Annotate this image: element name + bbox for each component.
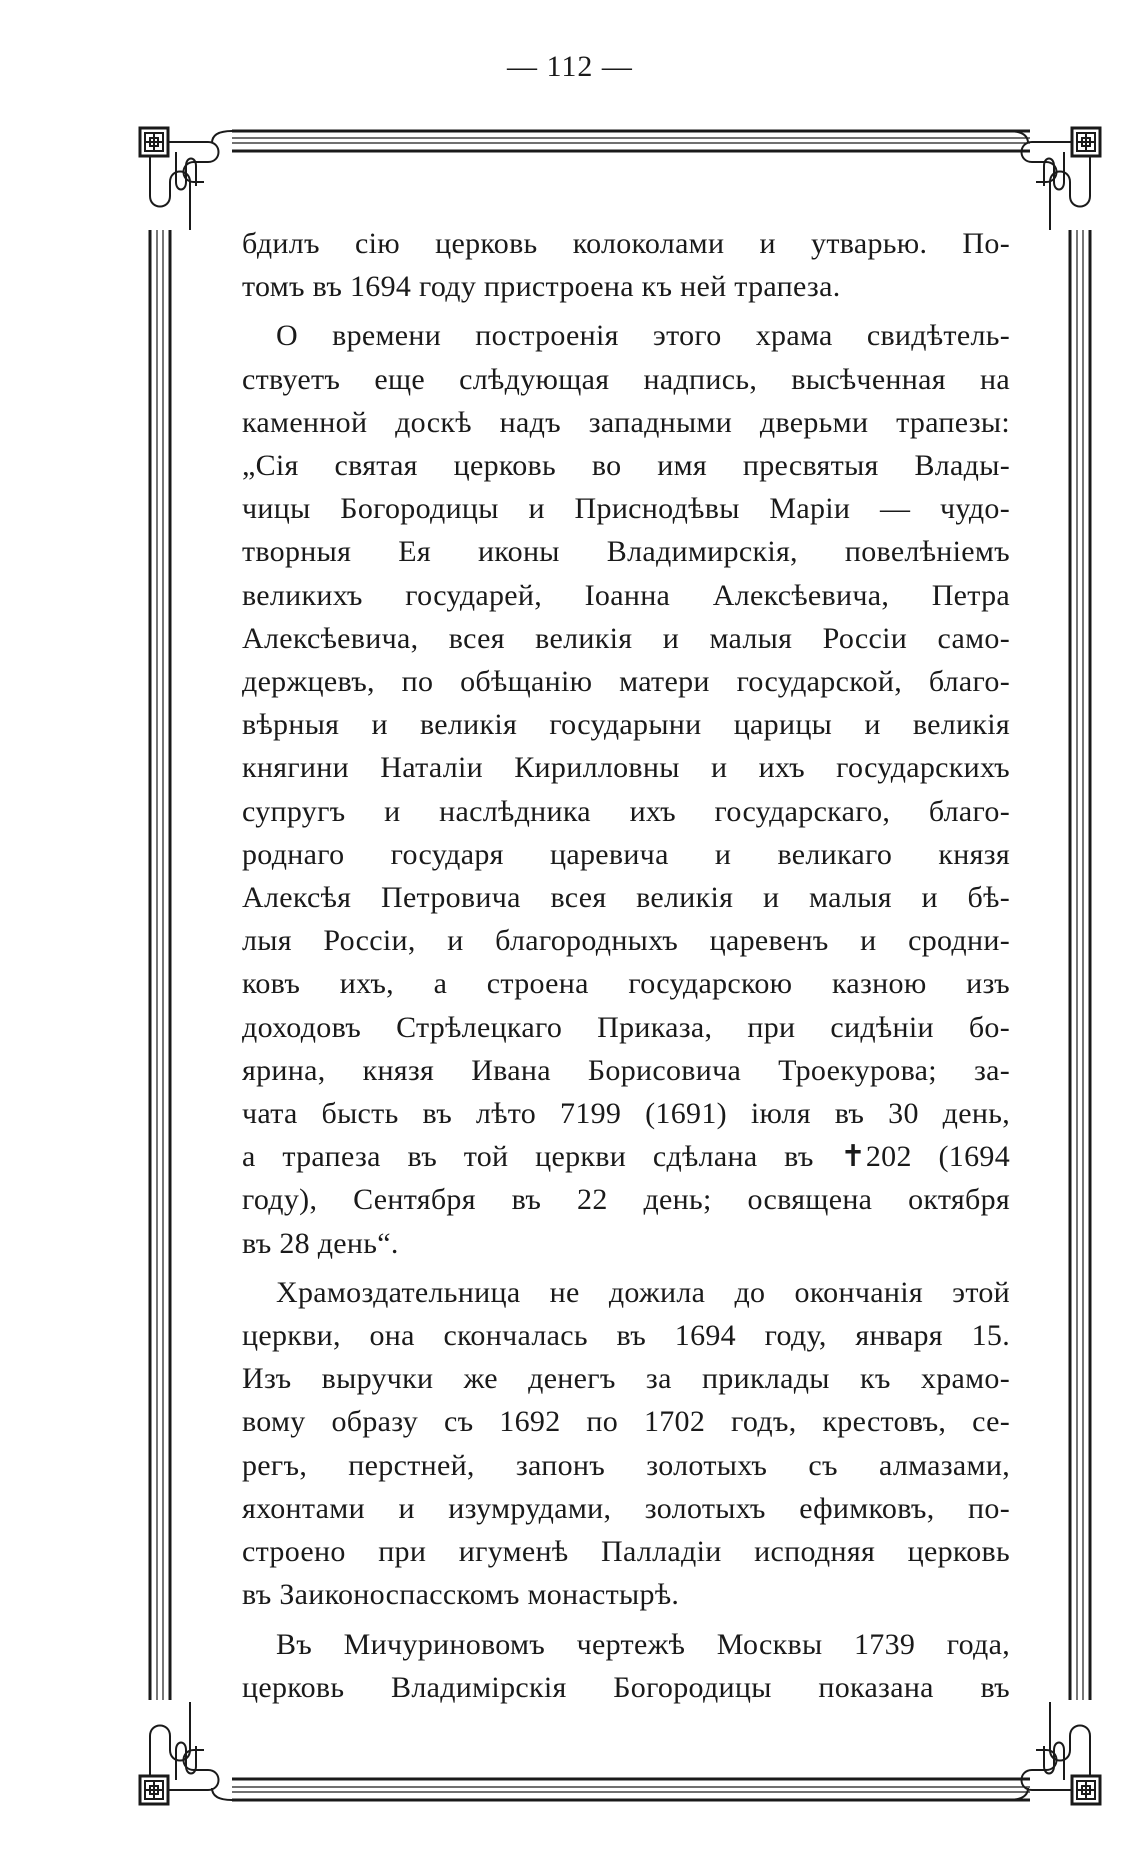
text-line: вому образу съ 1692 по 1702 годъ, крестовъ, се- [242, 1405, 1010, 1439]
text-line: церкви, она скончалась въ 1694 году, января 15. [242, 1319, 1010, 1353]
corner-ornament-bottom-left [140, 1702, 232, 1804]
text-line: въ 28 день“. [242, 1226, 399, 1260]
text-line: Храмоздательница не дожила до окончанія этой [276, 1275, 1010, 1309]
text-line: доходовъ Стрѣлецкаго Приказа, при сидѣніи бо- [242, 1010, 1010, 1044]
text-line: вѣрныя и великія государыни царицы и великія [242, 708, 1010, 742]
text-line: „Сія святая церковь во имя пресвятыя Влады- [242, 449, 1010, 483]
text-line: ковъ ихъ, а строена государскою казною изъ [242, 967, 1010, 1001]
text-line: церковь Владимірскія Богородицы показана въ [242, 1670, 1010, 1704]
paragraph [242, 1271, 1010, 1617]
text-line: томъ въ 1694 году пристроена къ ней трапеза. [242, 270, 841, 304]
text-line: яхонтами и изумрудами, золотыхъ ефимковъ, по- [242, 1491, 1010, 1525]
text-line: лыя Россіи, и благородныхъ царевенъ и сродни- [242, 924, 1010, 958]
text-line: регъ, перстней, запонъ золотыхъ съ алмазами, [242, 1448, 1010, 1482]
text-line: Изъ выручки же денегъ за приклады къ храмо- [242, 1362, 1010, 1396]
text-line: Алексѣевича, всея великія и малыя Россіи само- [242, 621, 1010, 655]
text-line: Въ Мичуриновомъ чертежѣ Москвы 1739 года, [276, 1627, 1010, 1661]
text-line: ярина, князя Ивана Борисовича Троекурова; за- [242, 1053, 1010, 1087]
text-line: Алексѣя Петровича всея великія и малыя и бѣ- [242, 881, 1010, 915]
text-line: О времени построенія этого храма свидѣтель- [276, 319, 1010, 353]
text-line: чицы Богородицы и Приснодѣвы Маріи — чудо- [242, 492, 1010, 526]
paragraph [242, 314, 1010, 1264]
corner-ornament-top-left [140, 128, 232, 230]
text-line: великихъ государей, Іоанна Алексѣевича, Петра [242, 578, 1010, 612]
page-number: — 112 — [507, 50, 633, 83]
text-line: каменной доскѣ надъ западными дверьми трапезы: [242, 405, 1010, 439]
text-line: въ Заиконоспасскомъ монастырѣ. [242, 1578, 680, 1612]
text-line: строено при игуменѣ Палладіи исподняя церковь [242, 1535, 1010, 1569]
corner-ornament-top-right [1008, 128, 1100, 230]
text-line: держцевъ, по обѣщанію матери государской, благо- [242, 665, 1010, 699]
page-body-text [242, 222, 1010, 1709]
text-line: чата бысть въ лѣто 7199 (1691) іюля въ 30 день, [242, 1097, 1010, 1131]
text-line: роднаго государя царевича и великаго князя [242, 837, 1010, 871]
text-line: ствуетъ еще слѣдующая надпись, высѣченная на [242, 362, 1010, 396]
corner-ornament-bottom-right [1008, 1702, 1100, 1804]
paragraph [242, 1623, 1010, 1709]
text-line: княгини Наталіи Кирилловны и ихъ государскихъ [242, 751, 1010, 785]
paragraph [242, 222, 1010, 308]
text-line: году), Сентября въ 22 день; освящена октября [242, 1183, 1010, 1217]
text-line: а трапеза въ той церкви сдѣлана въ ✝202 (1694 [242, 1140, 1010, 1174]
text-line: бдилъ сію церковь колоколами и утварью. По- [242, 227, 1010, 260]
text-line: супругъ и наслѣдника ихъ государскаго, благо- [242, 794, 1010, 828]
text-line: творныя Ея иконы Владимирскія, повелѣніемъ [242, 535, 1010, 569]
